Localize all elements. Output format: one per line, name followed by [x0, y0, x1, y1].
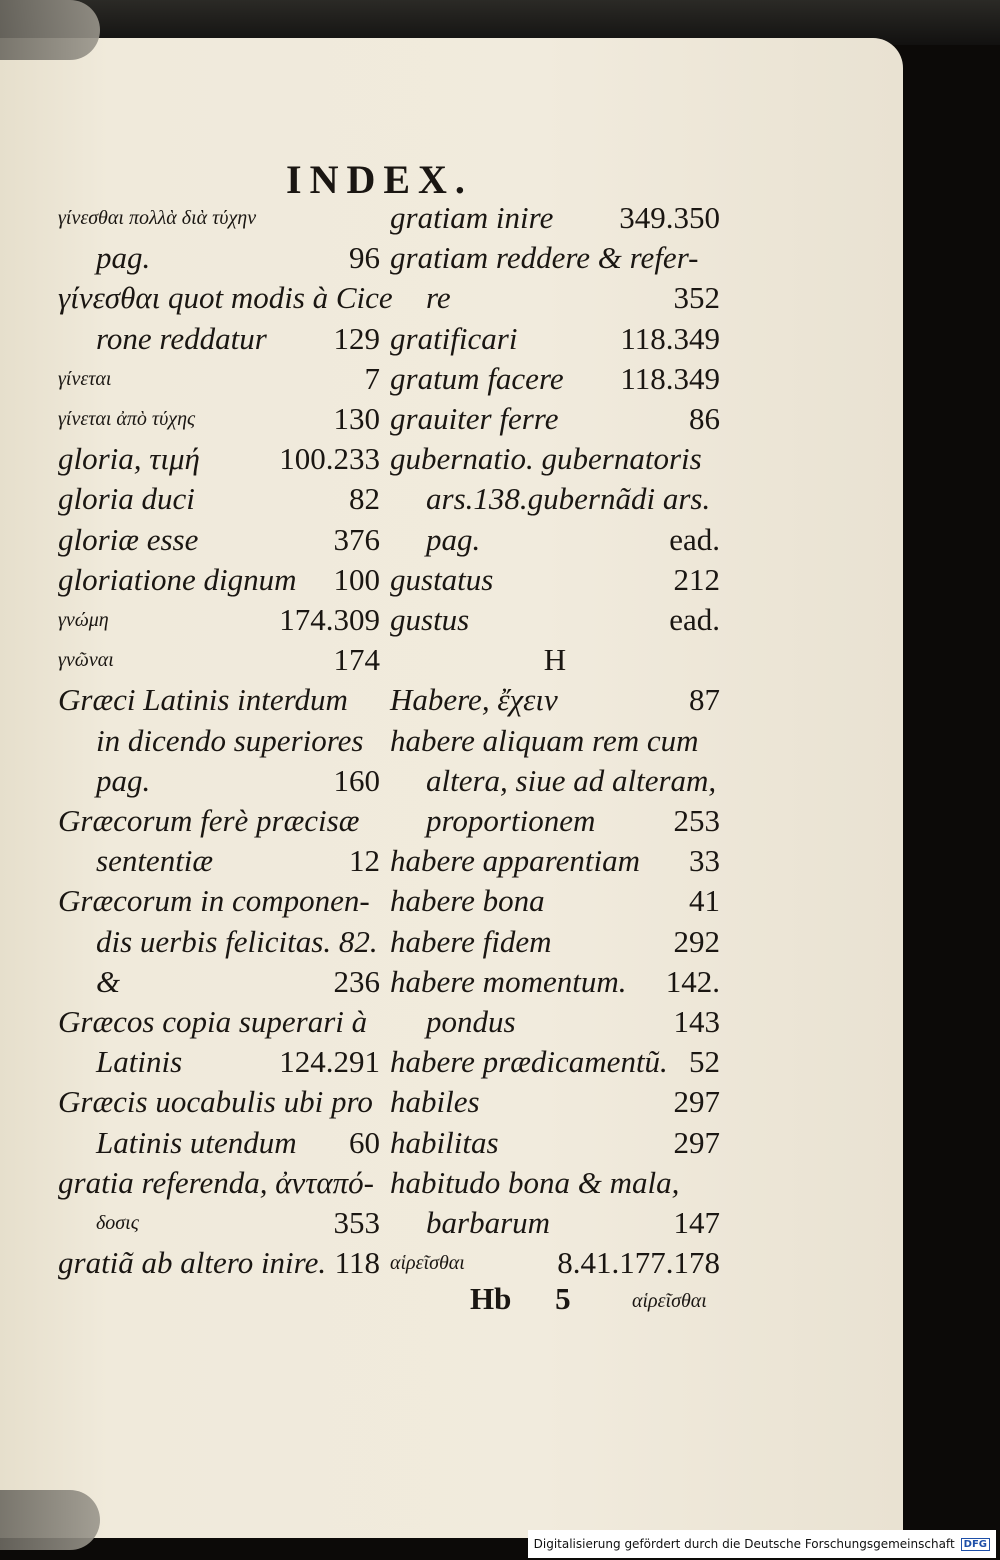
index-entry	[390, 1082, 720, 1122]
index-entry	[58, 1203, 380, 1243]
footer-text: Digitalisierung gefördert durch die Deutsche Forschungsgemeinschaft	[533, 1537, 955, 1551]
index-entry	[58, 1002, 380, 1042]
signature-letters: Hb	[470, 1281, 512, 1316]
signature-number: 5	[555, 1281, 571, 1316]
index-entry	[58, 1082, 380, 1122]
index-entry-term: γίνεται ἀπὸ τύχης	[58, 408, 196, 430]
index-entry-term: Græcos copia superari à	[58, 1004, 368, 1039]
index-entry-page: 100.233	[279, 441, 380, 477]
index-entry	[58, 439, 380, 479]
index-entry	[58, 479, 380, 519]
index-entry	[58, 238, 380, 278]
index-entry-page: 52	[689, 1044, 720, 1080]
index-entry	[58, 721, 380, 761]
index-entry	[58, 962, 380, 1002]
index-entry	[58, 1163, 380, 1203]
index-entry	[58, 319, 380, 359]
index-entry	[390, 761, 720, 801]
index-entry-term: dis uerbis felicitas. 82.	[96, 923, 378, 959]
index-entry	[390, 238, 720, 278]
index-entry	[58, 801, 380, 841]
index-entry	[58, 278, 393, 318]
index-entry-term: gratiam reddere & refer-	[390, 240, 699, 276]
index-entry-term: gloria, τιμή	[58, 441, 200, 477]
index-entry	[58, 922, 380, 962]
index-entry	[58, 1123, 380, 1163]
index-entry-term: pag.	[96, 762, 151, 798]
index-entry	[390, 399, 720, 439]
index-entry-page: 12	[349, 843, 380, 879]
index-entry-page: 349.350	[619, 200, 720, 235]
index-entry-page: 297	[673, 1084, 720, 1120]
index-entry-term: γνώμη	[58, 609, 109, 631]
index-entry-page: 174	[333, 642, 380, 678]
index-entry-term: gustatus	[390, 561, 494, 597]
index-entry	[58, 600, 380, 640]
index-entry-term: Habere, ἔχειν	[390, 682, 558, 718]
index-entry	[390, 801, 720, 841]
index-entry-term: habere prædicamentũ.	[390, 1044, 668, 1080]
index-entry-page: 130	[333, 401, 380, 436]
index-entry-term: gloriatione dignum	[58, 561, 297, 597]
index-entry	[58, 198, 380, 238]
index-entry-page: 292	[673, 923, 720, 959]
index-entry-term: habere bona	[390, 883, 545, 919]
index-entry	[58, 881, 380, 921]
index-entry-term: Latinis utendum	[96, 1124, 297, 1160]
index-entry-term: barbarum	[426, 1205, 551, 1240]
page-edge-left-bottom	[0, 1490, 100, 1550]
index-entry-page: 236	[333, 963, 380, 999]
index-entry-term: gloria duci	[58, 481, 195, 517]
index-entry	[390, 721, 720, 761]
index-entry	[58, 520, 380, 560]
index-entry-page: 376	[333, 521, 380, 557]
index-entry-page: 33	[689, 843, 720, 879]
index-entry	[390, 520, 720, 560]
index-entry-term: grauiter ferre	[390, 401, 559, 436]
index-entry-term: &	[96, 963, 121, 999]
page-heading: INDEX.	[286, 157, 473, 202]
page-edge-left-top	[0, 0, 100, 60]
index-entry-term: gratiã ab altero inire.	[58, 1245, 327, 1281]
index-entry-term: Græcis uocabulis ubi pro	[58, 1084, 373, 1120]
index-entry	[390, 1203, 720, 1243]
index-entry	[390, 560, 720, 600]
index-entry-term: habitudo bona & mala,	[390, 1164, 680, 1200]
index-entry	[390, 962, 720, 1002]
index-entry	[390, 1002, 720, 1042]
index-entry-term: H	[543, 642, 567, 678]
index-entry	[390, 319, 720, 359]
index-entry	[390, 640, 720, 680]
index-entry	[390, 439, 720, 479]
index-entry-page: 87	[689, 682, 720, 718]
index-entry	[390, 600, 720, 640]
index-entry	[390, 1123, 720, 1163]
index-entry	[58, 1042, 380, 1082]
index-entry-page: ead.	[669, 521, 720, 557]
index-entry	[390, 680, 720, 720]
index-entry-term: δοσις	[96, 1212, 139, 1234]
index-entry-page: 124.291	[279, 1044, 380, 1080]
index-entry-page: 118.349	[620, 360, 720, 396]
index-entry-page: 297	[673, 1124, 720, 1160]
index-entry	[58, 399, 380, 439]
index-entry-term: gubernatio. gubernatoris	[390, 441, 702, 477]
dfg-logo: DFG	[961, 1538, 990, 1551]
index-entry	[390, 1163, 720, 1203]
index-entry	[390, 922, 720, 962]
index-entry	[58, 1243, 380, 1283]
index-entry-term: habere fidem	[390, 923, 552, 959]
index-entry	[390, 841, 720, 881]
index-entry-page: 174.309	[279, 602, 380, 637]
index-entry-term: γίνεσθαι πολλὰ διὰ τύχην	[58, 207, 257, 229]
index-entry-term: γνῶναι	[58, 649, 114, 672]
index-entry-page: 82	[349, 481, 380, 517]
index-entry-term: gloriæ esse	[58, 521, 199, 557]
index-entry-term: in dicendo superiores	[96, 722, 364, 758]
index-entry	[390, 1042, 720, 1082]
index-entry-term: proportionem	[426, 803, 596, 838]
index-entry-page: 212	[673, 561, 720, 597]
index-entry-page: 160	[333, 762, 380, 798]
index-entry-page: 60	[349, 1124, 380, 1160]
index-entry-term: Græci Latinis interdum	[58, 682, 348, 718]
index-entry-page: 86	[689, 401, 720, 436]
index-entry-page: 7	[364, 360, 380, 396]
index-entry-term: habere apparentiam	[390, 843, 640, 879]
index-entry-term: ars.138.gubernãdi ars.	[426, 481, 711, 517]
index-entry-term: pondus	[426, 1004, 516, 1039]
index-entry-term: habilitas	[390, 1124, 499, 1160]
index-entry-page: 129	[333, 320, 380, 356]
index-entry	[58, 560, 380, 600]
index-entry-term: pag.	[426, 521, 481, 557]
index-entry-term: habiles	[390, 1084, 480, 1120]
index-entry-term: gratificari	[390, 320, 518, 356]
index-entry	[390, 881, 720, 921]
index-entry-term: rone reddatur	[96, 320, 267, 356]
index-entry-page: 142.	[665, 963, 720, 999]
index-entry	[58, 680, 380, 720]
signature-mark	[470, 1281, 571, 1317]
index-entry-page: 118	[334, 1245, 380, 1281]
index-entry-page: 41	[689, 883, 720, 919]
index-entry-page: 253	[673, 803, 720, 838]
index-entry-page: 353	[333, 1205, 380, 1240]
index-entry-term: gratiam inire	[390, 200, 554, 235]
index-entry-term: sententiæ	[96, 843, 214, 879]
index-entry	[390, 359, 720, 399]
index-entry	[58, 359, 380, 399]
index-entry-page: 8.41.177.178	[557, 1245, 720, 1281]
index-entry-page: 147	[673, 1205, 720, 1240]
index-entry-page: 352	[673, 280, 720, 316]
index-entry	[390, 278, 720, 318]
index-entry-term: γίνεσθαι quot modis à Cice	[58, 280, 393, 316]
index-entry-term: re	[426, 280, 451, 316]
index-entry-term: habere aliquam rem cum	[390, 722, 699, 758]
index-entry-term: gustus	[390, 602, 470, 637]
index-entry-term: Latinis	[96, 1044, 183, 1080]
index-entry-term: αἱρεῖσθαι	[390, 1252, 465, 1275]
digitization-footer	[528, 1530, 996, 1558]
index-entry-term: γίνεται	[58, 367, 112, 390]
index-entry-term: Græcorum in componen-	[58, 883, 370, 919]
index-entry-page: ead.	[669, 602, 720, 637]
index-entry	[58, 761, 380, 801]
index-entry-term: pag.	[96, 240, 151, 276]
index-entry-term: gratia referenda, ἀνταπό-	[58, 1164, 375, 1200]
index-entry	[58, 640, 380, 680]
index-entry	[58, 841, 380, 881]
catchword: αἱρεῖσθαι	[632, 1290, 707, 1312]
index-entry-page: 96	[349, 240, 380, 276]
index-entry-term: gratum facere	[390, 360, 564, 396]
index-entry-term: habere momentum.	[390, 963, 627, 999]
index-entry-term: altera, siue ad alteram,	[426, 762, 717, 798]
index-entry	[390, 1243, 720, 1283]
index-entry-page: 118.349	[620, 320, 720, 356]
index-entry-page: 100	[333, 561, 380, 597]
index-entry-term: Græcorum ferè præcisæ	[58, 803, 360, 838]
index-entry	[390, 479, 720, 519]
index-entry	[390, 198, 720, 238]
index-entry-page: 143	[673, 1004, 720, 1039]
